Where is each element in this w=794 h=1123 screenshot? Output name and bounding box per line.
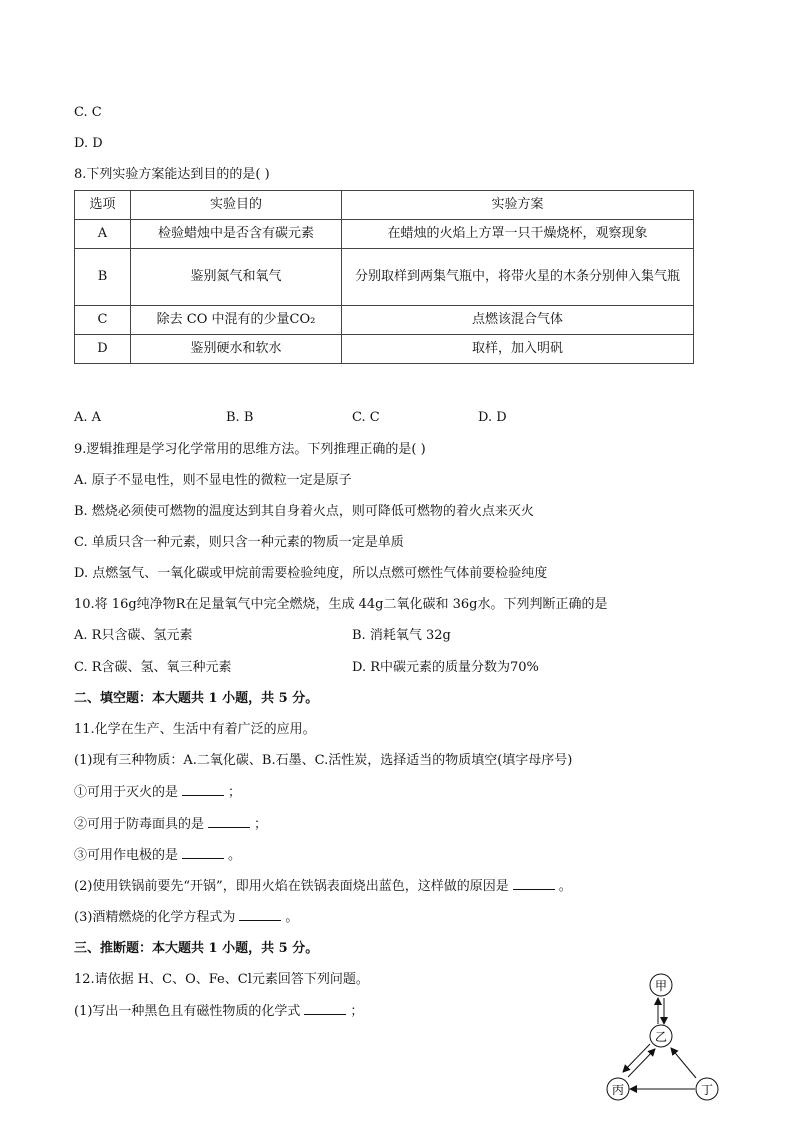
answer-blank[interactable]	[239, 908, 281, 921]
punctuation: ；	[254, 817, 268, 832]
row-option: A	[75, 220, 131, 249]
q9-stem: 9.逻辑推理是学习化学常用的思维方法。下列推理正确的是( )	[74, 442, 426, 457]
arrow-ding-to-yi	[671, 1048, 696, 1078]
q11-part3-text: (3)酒精燃烧的化学方程式为	[74, 910, 236, 925]
inference-diagram-svg	[600, 968, 730, 1108]
q9-option-c: C. 单质只含一种元素，则只含一种元素的物质一定是单质	[74, 535, 404, 550]
table-row	[75, 306, 694, 335]
q8-option-c: C. C	[352, 410, 380, 425]
node-bing-label: 丙	[611, 1083, 625, 1097]
table-header-row	[75, 191, 694, 220]
row-plan: 在蜡烛的火焰上方罩一只干燥烧杯，观察现象	[342, 220, 694, 249]
q11-part1: (1)现有三种物质：A.二氧化碳、B.石墨、C.活性炭，选择适当的物质填空(填字母序号)	[74, 753, 573, 768]
section-inference-heading: 三、推断题：本大题共 1 小题，共 5 分。	[74, 941, 319, 956]
q11-sub3	[74, 846, 241, 865]
q11-sub1	[74, 783, 241, 802]
row-option: B	[75, 249, 131, 306]
header-option: 选项	[75, 191, 131, 220]
q10-option-d: D. R中碳元素的质量分数为70%	[352, 660, 539, 675]
punctuation: ；	[350, 1004, 364, 1019]
q11-stem: 11.化学在生产、生活中有着广泛的应用。	[74, 722, 316, 737]
q9-option-d: D. 点燃氢气、一氧化碳或甲烷前需要检验纯度，所以点燃可燃性气体前要检验纯度	[74, 566, 548, 581]
q8-option-a: A. A	[74, 410, 102, 425]
q9-option-a: A. 原子不显电性，则不显电性的微粒一定是原子	[74, 473, 352, 488]
q12-stem: 12.请依据 H、C、O、Fe、Cl元素回答下列问题。	[74, 972, 369, 987]
punctuation: 。	[285, 910, 299, 925]
q8-option-d: D. D	[478, 410, 507, 425]
node-ding-label: 丁	[700, 1083, 714, 1097]
header-goal: 实验目的	[131, 191, 342, 220]
q12-part1-text: (1)写出一种黑色且有磁性物质的化学式	[74, 1004, 301, 1019]
q12-part1	[74, 1002, 363, 1021]
answer-blank[interactable]	[182, 846, 224, 859]
q11-part2-text: (2)使用铁锅前要先“开锅”，即用火焰在铁锅表面烧出蓝色，这样做的原因是	[74, 879, 509, 894]
q8-option-b: B. B	[226, 410, 254, 425]
node-yi-label: 乙	[654, 1030, 668, 1044]
q11-sub2-text: ②可用于防毒面具的是	[74, 817, 205, 832]
row-goal: 检验蜡烛中是否含有碳元素	[131, 220, 342, 249]
q11-part2	[74, 877, 572, 896]
q11-sub1-text: ①可用于灭火的是	[74, 785, 179, 800]
row-goal: 鉴别氮气和氧气	[131, 249, 342, 306]
option-d: D. D	[74, 136, 103, 151]
q10-option-a: A. R只含碳、氢元素	[74, 628, 193, 643]
q11-sub2	[74, 815, 267, 834]
section-fill-in-heading: 二、填空题：本大题共 1 小题，共 5 分。	[74, 691, 319, 706]
table-row	[75, 335, 694, 364]
answer-blank[interactable]	[182, 783, 224, 796]
table-row	[75, 220, 694, 249]
row-plan: 分别取样到两集气瓶中，将带火星的木条分别伸入集气瓶	[342, 249, 694, 306]
q8-stem: 8.下列实验方案能达到目的的是( )	[74, 167, 270, 182]
option-c: C. C	[74, 105, 102, 120]
table-row	[75, 249, 694, 306]
q11-sub3-text: ③可用作电极的是	[74, 848, 179, 863]
q10-option-b: B. 消耗氧气 32g	[352, 628, 451, 643]
inference-diagram	[600, 968, 730, 1108]
punctuation: ；	[228, 785, 242, 800]
answer-blank[interactable]	[304, 1002, 346, 1015]
row-goal: 除去 CO 中混有的少量CO₂	[131, 306, 342, 335]
answer-blank[interactable]	[208, 815, 250, 828]
punctuation: 。	[228, 848, 242, 863]
row-option: C	[75, 306, 131, 335]
q11-part3	[74, 908, 298, 927]
row-plan: 点燃该混合气体	[342, 306, 694, 335]
q10-option-c: C. R含碳、氢、氧三种元素	[74, 660, 232, 675]
row-goal: 鉴别硬水和软水	[131, 335, 342, 364]
experiment-table	[74, 190, 694, 364]
q9-option-b: B. 燃烧必须使可燃物的温度达到其自身着火点，则可降低可燃物的着火点来灭火	[74, 504, 534, 519]
q10-stem: 10.将 16g纯净物R在足量氧气中完全燃烧，生成 44g二氧化碳和 36g水。下列判断正确的是	[74, 597, 608, 612]
header-plan: 实验方案	[342, 191, 694, 220]
punctuation: 。	[558, 879, 572, 894]
row-plan: 取样，加入明矾	[342, 335, 694, 364]
node-jia-label: 甲	[654, 979, 668, 993]
row-option: D	[75, 335, 131, 364]
answer-blank[interactable]	[513, 877, 555, 890]
